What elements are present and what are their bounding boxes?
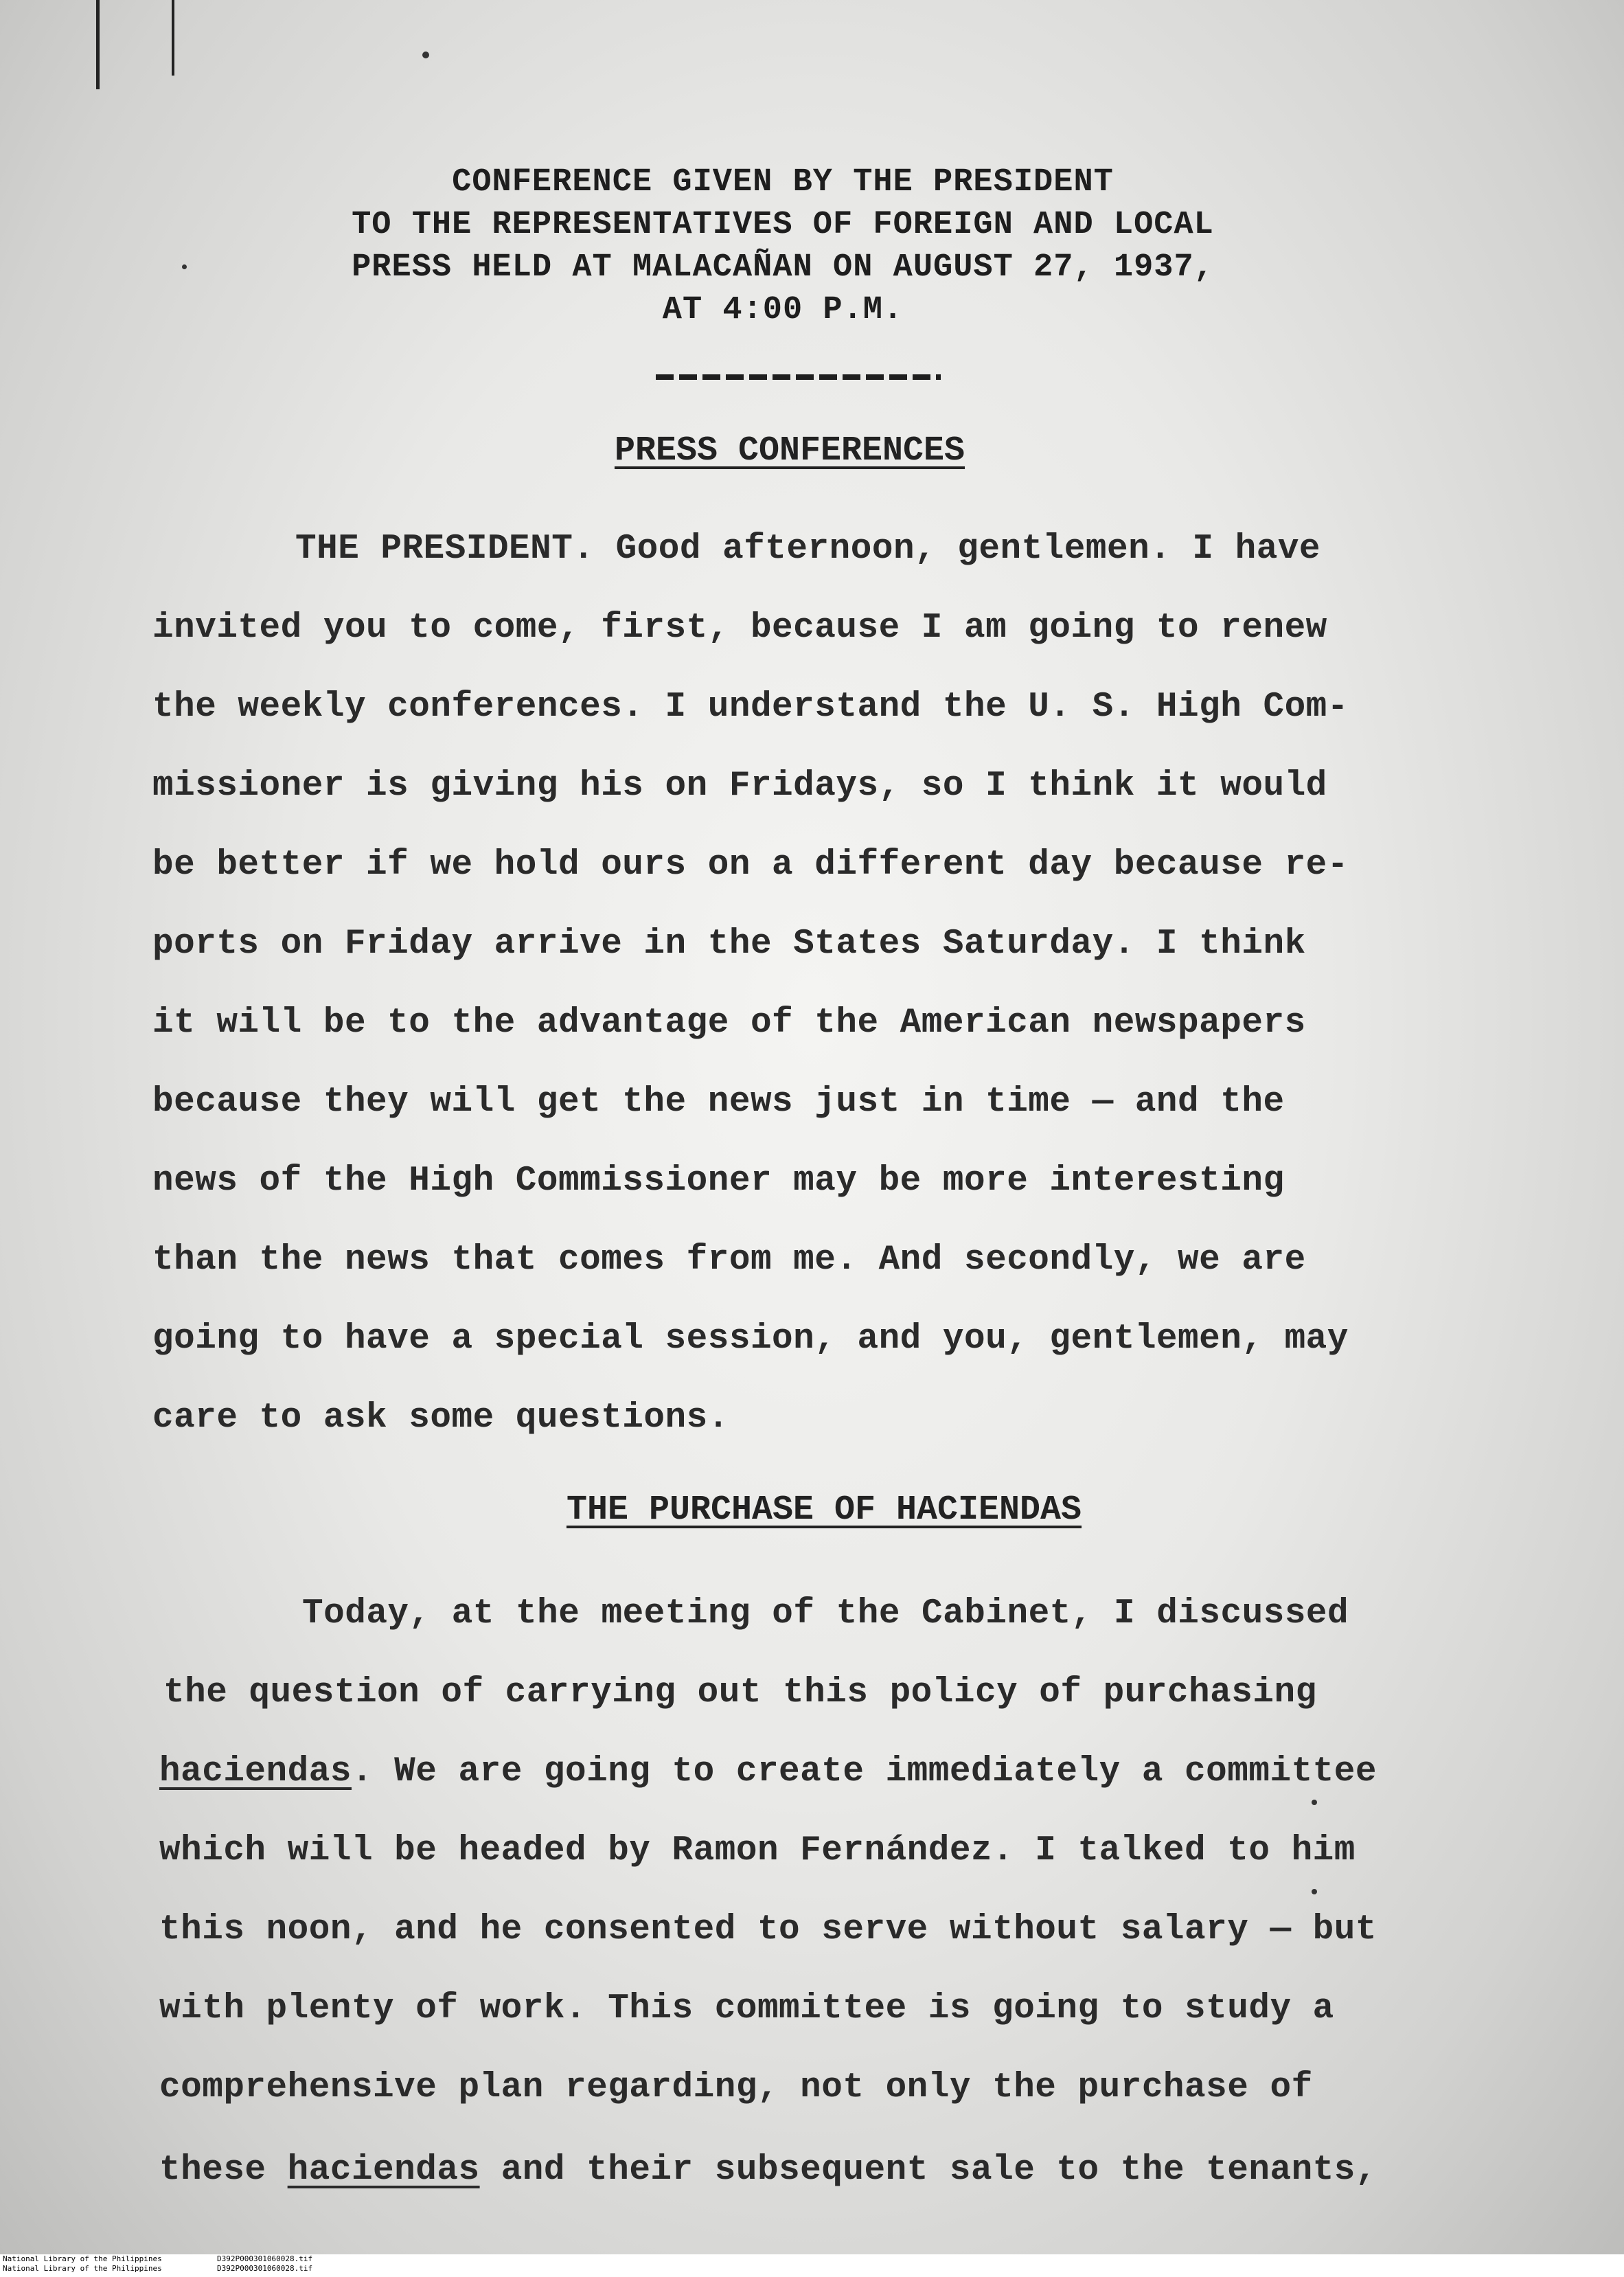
paragraph-line: the weekly conferences. I understand the U. S. High Com- <box>152 688 1349 727</box>
underlined-word: haciendas <box>287 2151 480 2190</box>
paragraph-line: comprehensive plan regarding, not only the purchase of <box>159 2068 1313 2107</box>
paragraph-line: than the news that comes from me. And secondly, we are <box>152 1241 1306 1280</box>
scan-mark <box>172 0 174 76</box>
paragraph-line: with plenty of work. This committee is going to study a <box>159 1989 1334 2028</box>
scan-mark <box>96 0 100 89</box>
archive-footer <box>0 2254 1624 2277</box>
paragraph-line: going to have a special session, and you, gentlemen, may <box>152 1319 1349 1359</box>
scan-speck <box>1312 1889 1317 1894</box>
footer-library: National Library of the Philippines <box>3 2254 162 2263</box>
scan-speck <box>422 52 429 58</box>
section-title-press-conferences: PRESS CONFERENCES <box>614 431 965 471</box>
paragraph-line: be better if we hold ours on a different day because re- <box>152 846 1349 885</box>
paragraph-line: THE PRESIDENT. Good afternoon, gentlemen. I have <box>295 530 1321 569</box>
heading-line: AT 4:00 P.M. <box>662 292 904 328</box>
paragraph-line: it will be to the advantage of the American newspapers <box>152 1004 1306 1043</box>
paragraph-line: because they will get the news just in time — and the <box>152 1083 1285 1122</box>
paragraph-line: care to ask some questions. <box>152 1398 729 1438</box>
footer-library: National Library of the Philippines <box>3 2264 162 2273</box>
underlined-word: haciendas <box>159 1752 352 1791</box>
paragraph-line: news of the High Commissioner may be more interesting <box>152 1162 1285 1201</box>
paragraph-line <box>159 2150 1377 2191</box>
footer-row <box>3 2264 1624 2274</box>
line-text: these <box>159 2151 288 2190</box>
scan-speck <box>1312 1800 1317 1805</box>
paragraph-line: invited you to come, first, because I am going to renew <box>152 609 1327 648</box>
divider-rule <box>656 374 941 380</box>
paragraph-line <box>159 1752 1377 1793</box>
paragraph-line: Today, at the meeting of the Cabinet, I discussed <box>302 1594 1349 1633</box>
line-text: and their subsequent sale to the tenants, <box>479 2151 1377 2190</box>
heading-line: TO THE REPRESENTATIVES OF FOREIGN AND LOCAL <box>352 207 1214 243</box>
section-title-purchase-of-haciendas: THE PURCHASE OF HACIENDAS <box>566 1491 1082 1530</box>
footer-file: D392P000301060028.tif <box>217 2264 313 2273</box>
footer-file: D392P000301060028.tif <box>217 2254 313 2263</box>
paragraph-line: ports on Friday arrive in the States Saturday. I think <box>152 925 1306 964</box>
footer-row <box>3 2254 1624 2264</box>
paragraph-line: missioner is giving his on Fridays, so I think it would <box>152 767 1327 806</box>
paragraph-line: this noon, and he consented to serve without salary — but <box>159 1910 1377 1949</box>
paragraph-line: the question of carrying out this policy of purchasing <box>163 1673 1317 1712</box>
paragraph-line: which will be headed by Ramon Fernández. I talked to him <box>159 1831 1356 1870</box>
heading-line: PRESS HELD AT MALACAÑAN ON AUGUST 27, 1937, <box>352 249 1214 286</box>
document-heading <box>165 161 1401 332</box>
heading-line: CONFERENCE GIVEN BY THE PRESIDENT <box>452 164 1114 201</box>
line-text: . We are going to create immediately a committee <box>351 1752 1377 1791</box>
